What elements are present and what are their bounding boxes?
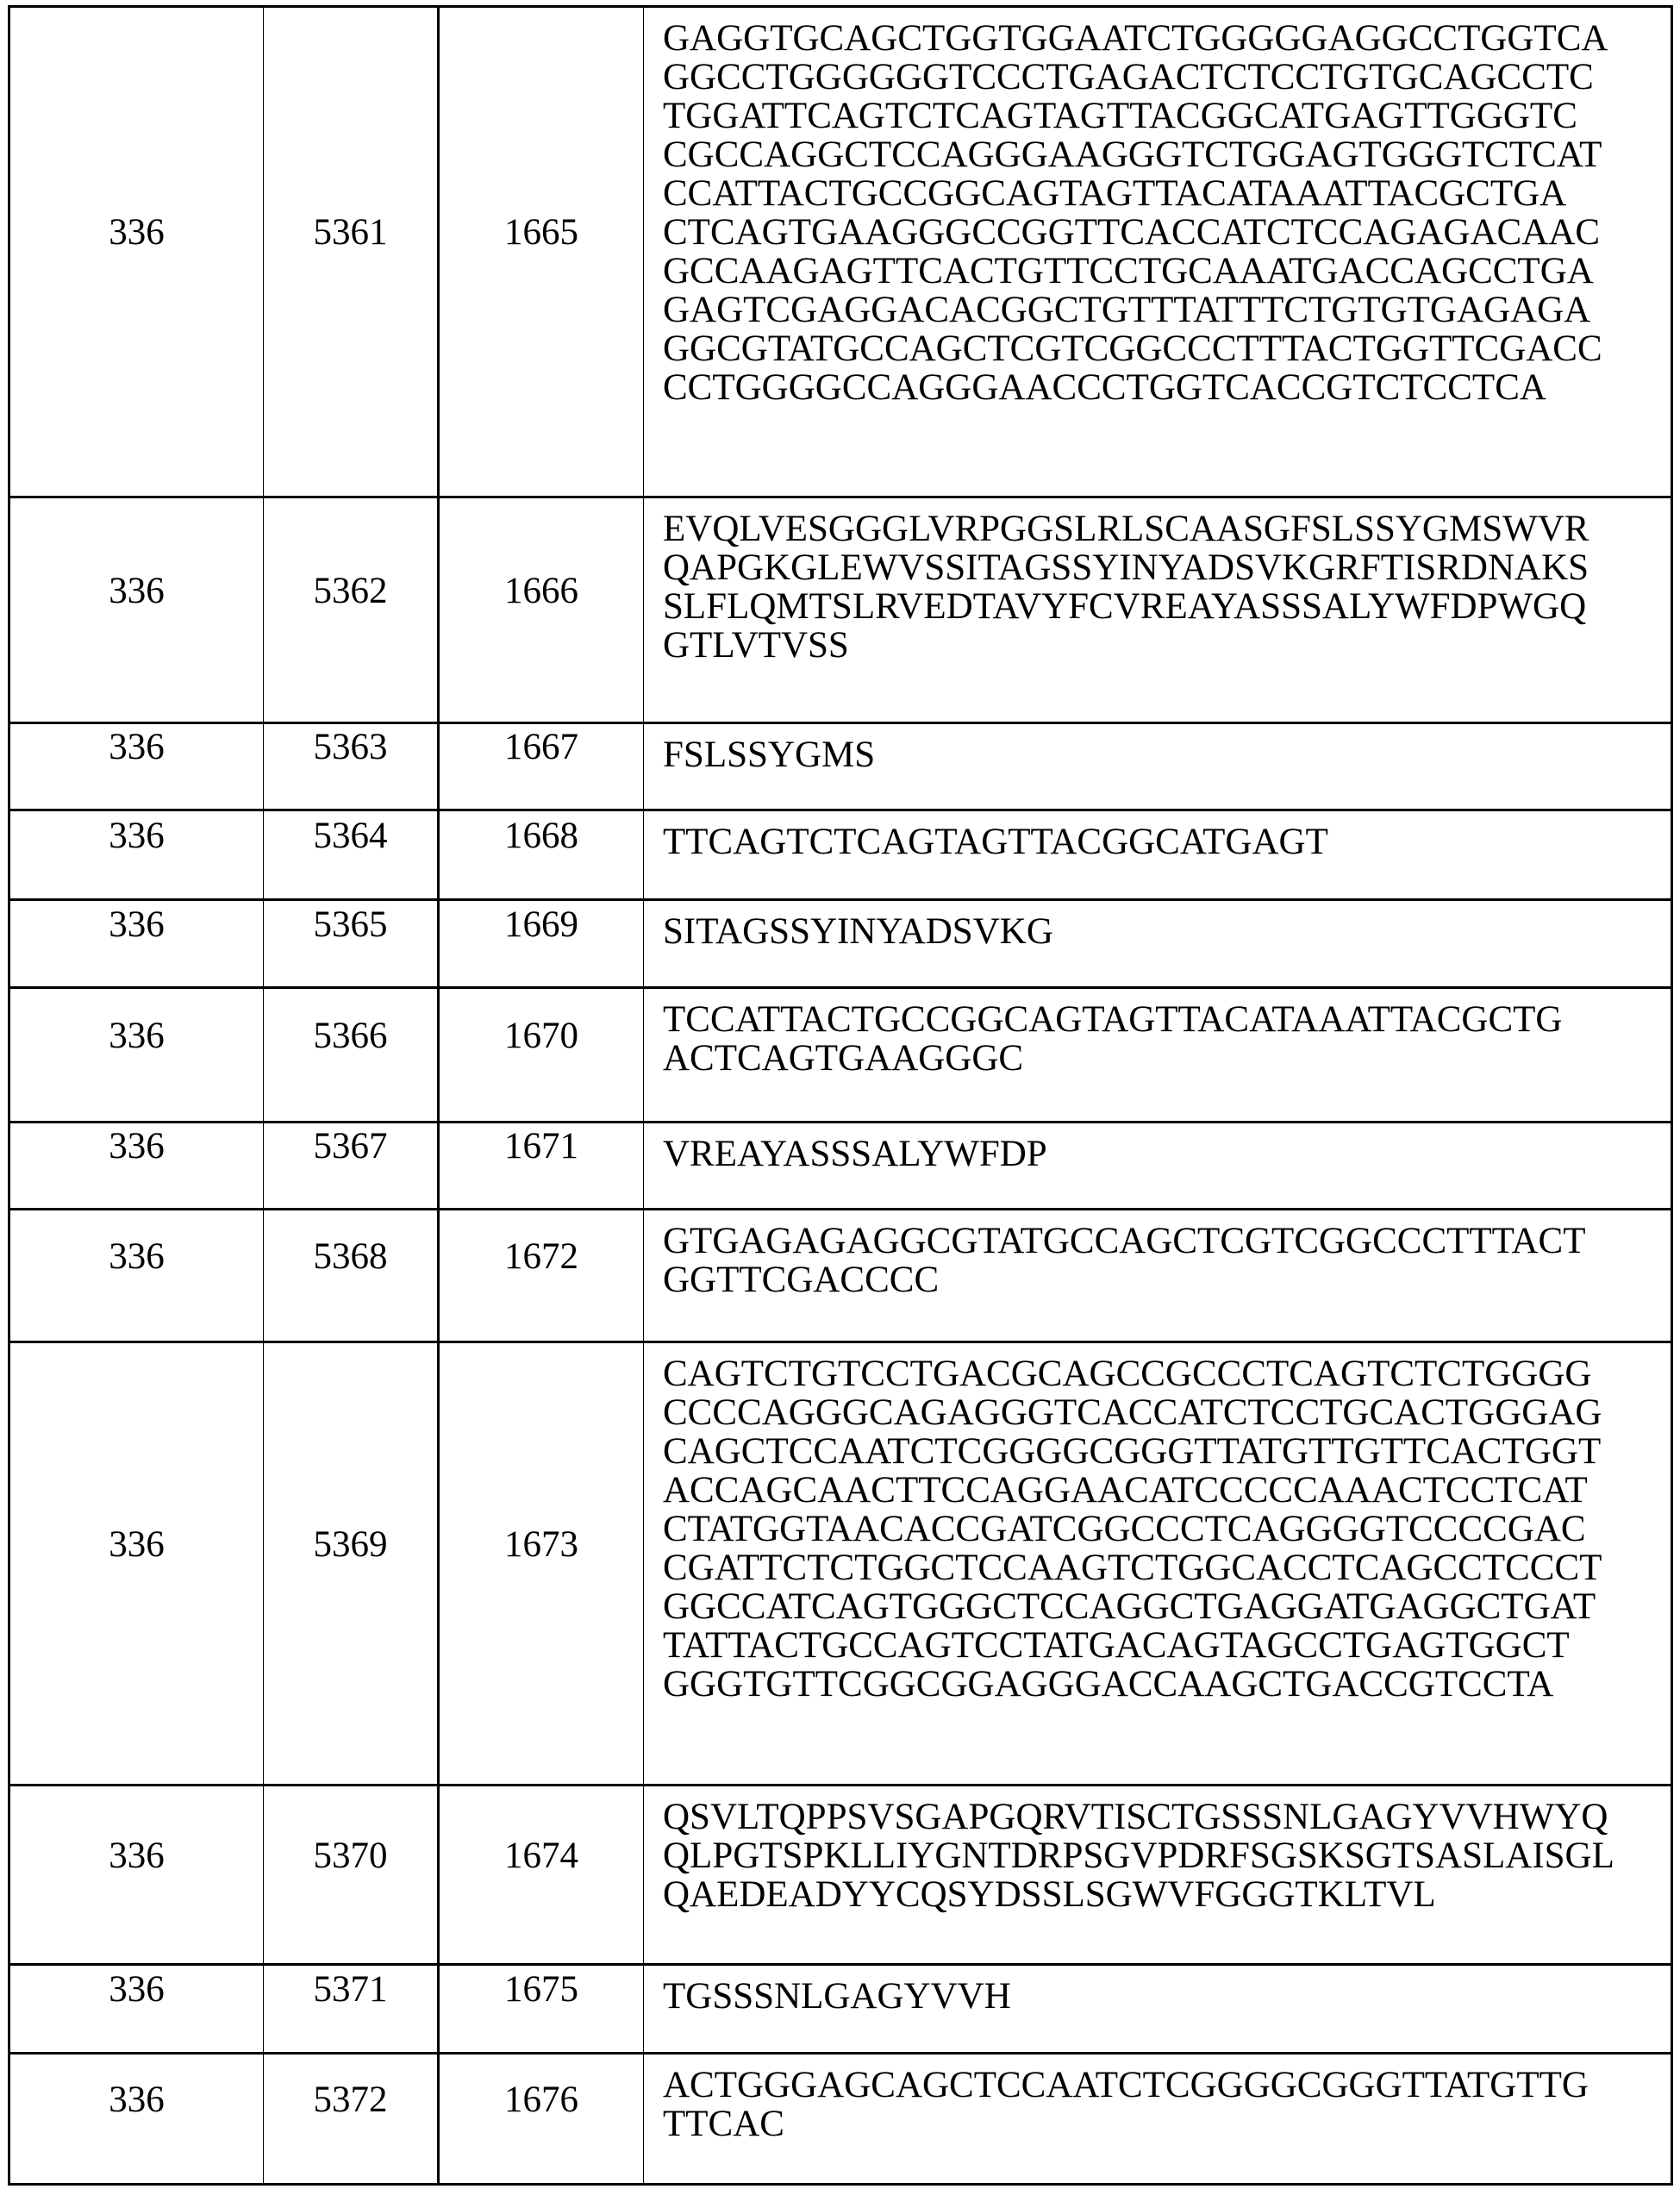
sequence-line: GTGAGAGAGGCGTATGCCAGCTCGTCGGCCCTTTACT — [663, 1221, 1586, 1261]
reference-number-cell — [439, 1965, 644, 2054]
seq-id-cell — [264, 7, 439, 497]
sequence-cell — [644, 7, 1672, 497]
seq-id-number: 5367 — [313, 1126, 388, 1166]
seq-id-cell — [264, 1786, 439, 1965]
reference-number: 1670 — [504, 1015, 578, 1056]
table-row — [9, 1965, 1672, 2054]
sequence-cell — [644, 810, 1672, 900]
sequence-cell — [644, 2054, 1672, 2185]
table-number-cell — [9, 1786, 264, 1965]
reference-number-cell — [439, 497, 644, 723]
table-row — [9, 1786, 1672, 1965]
table-number-cell — [9, 723, 264, 810]
reference-number: 1667 — [504, 727, 578, 767]
seq-id-number: 5366 — [313, 1015, 388, 1056]
reference-number: 1668 — [504, 815, 578, 856]
seq-id-cell — [264, 2054, 439, 2185]
reference-number-cell — [439, 988, 644, 1123]
seq-id-cell — [264, 810, 439, 900]
seq-id-cell — [264, 1965, 439, 2054]
reference-number-cell — [439, 1123, 644, 1210]
table-row — [9, 1342, 1672, 1786]
table-number-cell — [9, 1123, 264, 1210]
table-number-cell — [9, 7, 264, 497]
sequence-line: GCCAAGAGTTCACTGTTCCTGCAAATGACCAGCCTGA — [663, 251, 1594, 291]
sequence-line: SITAGSSYINYADSVKG — [663, 911, 1053, 952]
reference-number: 1676 — [504, 2079, 578, 2120]
reference-number-cell — [439, 1342, 644, 1786]
seq-id-number: 5370 — [313, 1835, 388, 1876]
sequence-line: CTCAGTGAAGGGCCGGTTCACCATCTCCAGAGACAAC — [663, 212, 1601, 253]
table-row — [9, 1210, 1672, 1342]
seq-id-number: 5371 — [313, 1969, 388, 2010]
sequence-line: TTCAC — [663, 2104, 784, 2144]
sequence-line: GAGGTGCAGCTGGTGGAATCTGGGGGAGGCCTGGTCA — [663, 18, 1608, 59]
table-row — [9, 900, 1672, 988]
sequence-cell — [644, 1123, 1672, 1210]
table-number-cell — [9, 1210, 264, 1342]
sequence-line: GTLVTVSS — [663, 625, 849, 666]
seq-id-cell — [264, 723, 439, 810]
reference-number-cell — [439, 7, 644, 497]
seq-id-number: 5363 — [313, 727, 388, 767]
sequence-cell — [644, 1342, 1672, 1786]
table-number: 336 — [109, 570, 165, 611]
table-row — [9, 7, 1672, 497]
reference-number: 1669 — [504, 904, 578, 945]
table-number: 336 — [109, 1235, 165, 1277]
sequence-cell — [644, 497, 1672, 723]
table-row — [9, 1123, 1672, 1210]
table-number-cell — [9, 988, 264, 1123]
table-row — [9, 2054, 1672, 2185]
table-number: 336 — [109, 1835, 165, 1876]
seq-id-cell — [264, 497, 439, 723]
sequence-table — [8, 5, 1673, 2186]
sequence-table-body — [9, 7, 1672, 2185]
sequence-line: CGCCAGGCTCCAGGGAAGGGTCTGGAGTGGGTCTCAT — [663, 134, 1602, 175]
seq-id-number: 5362 — [313, 570, 388, 611]
table-number-cell — [9, 1342, 264, 1786]
table-number: 336 — [109, 1969, 165, 2010]
sequence-line: FSLSSYGMS — [663, 735, 876, 775]
sequence-line: CGATTCTCTGGCTCCAAGTCTGGCACCTCAGCCTCCCT — [663, 1548, 1602, 1588]
seq-id-number: 5369 — [313, 1523, 388, 1565]
sequence-line: ACTCAGTGAAGGGC — [663, 1038, 1024, 1079]
table-number-cell — [9, 1965, 264, 2054]
sequence-line: CCATTACTGCCGGCAGTAGTTACATAAATTACGCTGA — [663, 173, 1567, 214]
sequence-line: TTCAGTCTCAGTAGTTACGGCATGAGT — [663, 822, 1328, 862]
sequence-cell — [644, 900, 1672, 988]
sequence-line: GGCCATCAGTGGGCTCCAGGCTGAGGATGAGGCTGAT — [663, 1586, 1596, 1627]
sequence-cell — [644, 1965, 1672, 2054]
sequence-line: TGSSSNLGAGYVVH — [663, 1976, 1011, 2017]
sequence-cell — [644, 1786, 1672, 1965]
reference-number-cell — [439, 1210, 644, 1342]
table-number-cell — [9, 810, 264, 900]
sequence-line: TGGATTCAGTCTCAGTAGTTACGGCATGAGTTGGGTC — [663, 96, 1577, 136]
reference-number: 1673 — [504, 1523, 578, 1565]
sequence-line: CAGTCTGTCCTGACGCAGCCGCCCTCAGTCTCTGGGG — [663, 1354, 1592, 1394]
sequence-line: TCCATTACTGCCGGCAGTAGTTACATAAATTACGCTG — [663, 999, 1563, 1040]
seq-id-cell — [264, 1342, 439, 1786]
sequence-line: CCCCAGGGCAGAGGGTCACCATCTCCTGCACTGGGAG — [663, 1392, 1602, 1433]
reference-number-cell — [439, 2054, 644, 2185]
seq-id-cell — [264, 900, 439, 988]
seq-id-number: 5365 — [313, 904, 388, 945]
table-row — [9, 497, 1672, 723]
reference-number: 1675 — [504, 1969, 578, 2010]
reference-number: 1674 — [504, 1835, 578, 1876]
seq-id-number: 5361 — [313, 212, 388, 253]
reference-number-cell — [439, 1786, 644, 1965]
sequence-line: QLPGTSPKLLIYGNTDRPSGVPDRFSGSKSGTSASLAISGL — [663, 1836, 1614, 1876]
sequence-cell — [644, 988, 1672, 1123]
seq-id-cell — [264, 988, 439, 1123]
sequence-line: GGGTGTTCGGCGGAGGGACCAAGCTGACCGTCCTA — [663, 1664, 1554, 1704]
sequence-line: CAGCTCCAATCTCGGGGCGGGTTATGTTGTTCACTGGT — [663, 1431, 1602, 1472]
sequence-line: CCTGGGGCCAGGGAACCCTGGTCACCGTCTCCTCA — [663, 367, 1546, 408]
sequence-line: SLFLQMTSLRVEDTAVYFCVREAYASSSALYWFDPWGQ — [663, 586, 1587, 627]
reference-number: 1666 — [504, 570, 578, 611]
sequence-line: GGTTCGACCCC — [663, 1260, 940, 1300]
table-number: 336 — [109, 212, 165, 253]
reference-number: 1672 — [504, 1235, 578, 1277]
reference-number-cell — [439, 810, 644, 900]
table-number: 336 — [109, 1015, 165, 1056]
table-row — [9, 988, 1672, 1123]
table-number: 336 — [109, 904, 165, 945]
sequence-cell — [644, 1210, 1672, 1342]
seq-id-number: 5368 — [313, 1235, 388, 1277]
sequence-line: GGCGTATGCCAGCTCGTCGGCCCTTTACTGGTTCGACC — [663, 328, 1602, 369]
table-number-cell — [9, 900, 264, 988]
sequence-line: ACTGGGAGCAGCTCCAATCTCGGGGCGGGTTATGTTG — [663, 2065, 1589, 2105]
table-row — [9, 810, 1672, 900]
seq-id-cell — [264, 1210, 439, 1342]
sequence-line: ACCAGCAACTTCCAGGAACATCCCCCAAACTCCTCAT — [663, 1470, 1588, 1510]
table-number: 336 — [109, 2079, 165, 2120]
sequence-line: QAPGKGLEWVSSITAGSSYINYADSVKGRFTISRDNAKS — [663, 547, 1589, 588]
sequence-line: QSVLTQPPSVSGAPGQRVTISCTGSSSNLGAGYVVHWYQ — [663, 1797, 1608, 1837]
sequence-line: VREAYASSSALYWFDP — [663, 1134, 1047, 1174]
reference-number: 1671 — [504, 1126, 578, 1166]
table-number: 336 — [109, 1523, 165, 1565]
sequence-line: TATTACTGCCAGTCCTATGACAGTAGCCTGAGTGGCT — [663, 1625, 1570, 1666]
seq-id-number: 5364 — [313, 815, 388, 856]
table-number-cell — [9, 497, 264, 723]
sequence-line: GAGTCGAGGACACGGCTGTTTATTTCTGTGTGAGAGA — [663, 290, 1591, 330]
seq-id-number: 5372 — [313, 2079, 388, 2120]
sequence-cell — [644, 723, 1672, 810]
table-number-cell — [9, 2054, 264, 2185]
table-number: 336 — [109, 727, 165, 767]
table-row — [9, 723, 1672, 810]
table-number: 336 — [109, 815, 165, 856]
reference-number: 1665 — [504, 212, 578, 253]
reference-number-cell — [439, 723, 644, 810]
sequence-line: GGCCTGGGGGGTCCCTGAGACTCTCCTGTGCAGCCTC — [663, 57, 1594, 97]
sequence-line: EVQLVESGGGLVRPGGSLRLSCAASGFSLSSYGMSWVR — [663, 509, 1589, 549]
seq-id-cell — [264, 1123, 439, 1210]
reference-number-cell — [439, 900, 644, 988]
sequence-line: CTATGGTAACACCGATCGGCCCTCAGGGGTCCCCGAC — [663, 1509, 1586, 1549]
sequence-line: QAEDEADYYCQSYDSSLSGWVFGGGTKLTVL — [663, 1874, 1436, 1915]
table-number: 336 — [109, 1126, 165, 1166]
